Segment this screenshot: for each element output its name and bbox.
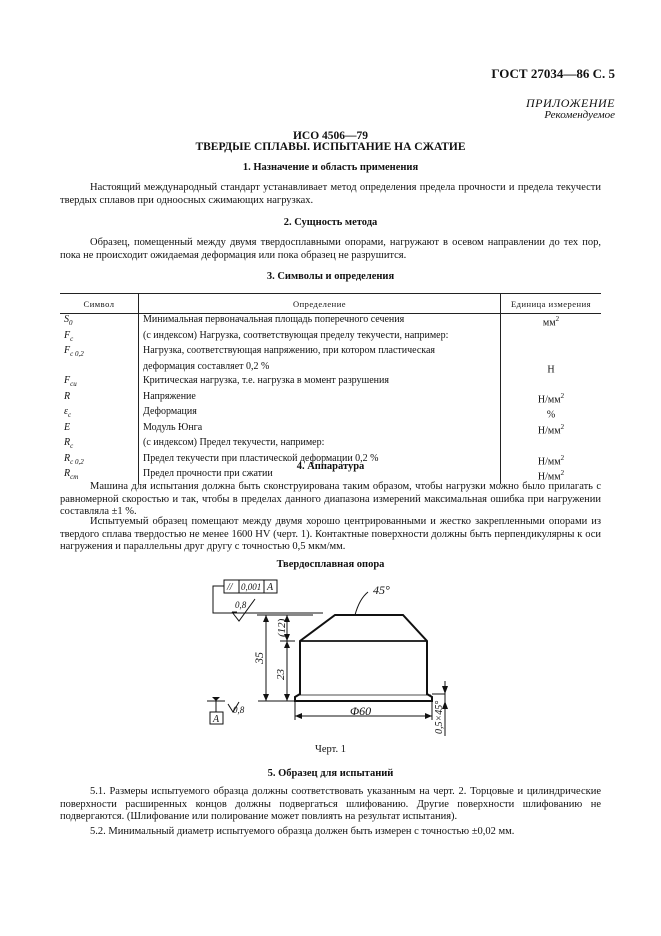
symbol-subscript: c: [70, 442, 74, 451]
section-5-paragraph-1: 5.1. Размеры испытуемого образца должны соответствовать указанным на черт. 2. Торцовые и цилиндрические поверхности расширенных концов должны подвергаться шлифованию. Другие поверхности шлифованию не подвергаются. (Шлифование или полирование может повлиять на результат испытания).: [60, 786, 601, 822]
symbols-table-body: [60, 314, 601, 484]
appendix-label: ПРИЛОЖЕНИЕ: [526, 96, 615, 110]
table-row: [60, 406, 601, 422]
section-2-title: 2. Сущность метода: [283, 217, 378, 228]
section-2-text: Образец, помещенный между двумя твердосплавными опорами, нагружают в осевом направлении до тех пор, пока не происходит ожидаемая деформация или пока образец не разрушится.: [60, 237, 601, 261]
unit-text: Н/мм: [537, 425, 561, 437]
unit-superscript: 2: [555, 315, 560, 323]
symbol-cell: [60, 391, 139, 407]
definition-cell: Критическая нагрузка, т.е. нагрузка в момент разрушения: [139, 375, 501, 391]
dim-35-label: 35: [252, 652, 266, 664]
definition-cell: Модуль Юнга: [139, 422, 501, 438]
symbol-cell: [60, 437, 139, 453]
symbol-cell: [60, 361, 139, 376]
angle-label: 45°: [373, 583, 390, 597]
dim-23-label: 23: [275, 669, 287, 680]
symbol-text: R: [64, 437, 71, 449]
symbol-subscript: 0: [69, 319, 73, 327]
unit-cell: [501, 391, 602, 407]
definition-cell: Нагрузка, соответствующая напряжению, при котором пластическая: [139, 345, 501, 361]
section-1-title: 1. Назначение и область применения: [242, 162, 419, 173]
definition-cell: Напряжение: [139, 391, 501, 407]
symbol-subscript: c: [67, 411, 72, 420]
symbol-subscript: cm: [70, 473, 79, 482]
unit-cell: [501, 345, 602, 361]
unit-cell: [501, 422, 602, 438]
unit-cell: [501, 375, 602, 391]
symbols-table: [60, 293, 601, 484]
unit-superscript: 2: [560, 469, 565, 478]
symbol-text: F: [64, 329, 71, 341]
symbol-text: R: [64, 468, 71, 480]
unit-superscript: 2: [560, 422, 565, 431]
tolerance-datum-ref: A: [267, 582, 274, 593]
header-definition: Определение: [139, 294, 501, 314]
table-header-row: [60, 294, 601, 314]
unit-cell: [501, 330, 602, 346]
unit-superscript: 2: [560, 453, 565, 462]
definition-cell: деформация составляет 0,2 %: [139, 361, 501, 376]
unit-text: Н: [547, 363, 555, 375]
symbol-cell: [60, 345, 139, 361]
datum-label: A: [213, 714, 220, 725]
unit-cell: [501, 437, 602, 453]
unit-text: Н/мм: [537, 394, 561, 406]
table-row: [60, 330, 601, 346]
section-4-paragraph-1: Машина для испытания должна быть сконструирована таким образом, чтобы нагрузки можно было прилагать с равномерной скоростью и так, чтобы в пределах данного диапазона измерений максимальная ошибка при нагружении составляла ±1 %.: [60, 481, 601, 517]
table-row: [60, 375, 601, 391]
symbol-subscript: cu: [70, 380, 77, 389]
section-5-title: 5. Образец для испытаний: [267, 768, 394, 779]
symbol-text: F: [64, 375, 71, 387]
angle-leader: [355, 592, 368, 615]
symbol-subscript: c 0,2: [70, 457, 84, 466]
roughness-top-value: 0,8: [235, 600, 247, 610]
figure-caption: Черт. 1: [315, 744, 346, 755]
table-row: [60, 391, 601, 407]
iso-number: ИСО 4506—79: [292, 130, 369, 142]
symbol-text: ε: [64, 406, 68, 418]
unit-text: %: [546, 409, 556, 421]
definition-cell: (с индексом) Нагрузка, соответствующая пределу текучести, например:: [139, 330, 501, 346]
tolerance-value: 0,001: [241, 582, 262, 592]
definition-cell: Минимальная первоначальная площадь поперечного сечения: [139, 314, 501, 330]
figure-title: Твердосплавная опора: [276, 559, 385, 570]
definition-cell: (с индексом) Предел текучести, например:: [139, 437, 501, 453]
definition-cell: Предел текучести при пластической деформации 0,2 %: [139, 453, 501, 469]
symbol-subscript: c: [70, 334, 74, 343]
header-unit: Единица измерения: [501, 294, 602, 314]
definition-cell: Деформация: [139, 406, 501, 422]
roughness-bottom-value: 0,8: [233, 705, 245, 715]
section-4-title: 4. Аппаратура: [296, 461, 365, 472]
carbide-support-drawing: [195, 576, 455, 742]
tolerance-symbol: //: [227, 582, 233, 593]
table-row: [60, 361, 601, 376]
definition-cell: Предел прочности при сжатии: [139, 468, 501, 484]
symbol-cell: [60, 406, 139, 422]
table-row: [60, 345, 601, 361]
table-row: [60, 422, 601, 438]
symbol-cell: [60, 422, 139, 438]
part-outline: [295, 615, 432, 701]
unit-text: Н/мм: [537, 471, 561, 483]
section-3-title: 3. Символы и определения: [266, 271, 395, 282]
symbol-subscript: c 0,2: [70, 350, 84, 358]
symbol-text: R: [64, 390, 71, 402]
symbol-cell: [60, 330, 139, 346]
unit-text: мм: [542, 317, 556, 329]
symbol-cell: [60, 375, 139, 391]
page-header: ГОСТ 27034—86 С. 5: [491, 66, 615, 81]
header-symbol: Символ: [60, 294, 139, 314]
unit-text: Н/мм: [537, 456, 561, 468]
dim-12-label: (12): [276, 618, 288, 637]
document-title: ТВЕРДЫЕ СПЛАВЫ. ИСПЫТАНИЕ НА СЖАТИЕ: [195, 141, 466, 153]
symbol-cell: [60, 314, 139, 330]
unit-cell: [501, 314, 602, 330]
section-5-paragraph-2: 5.2. Минимальный диаметр испытуемого образца должен быть измерен с точностью ±0,02 мм.: [90, 826, 515, 837]
symbol-text: E: [64, 421, 71, 433]
section-4-paragraph-2: Испытуемый образец помещают между двумя хорошо центрированными и жестко закрепленными опорами из твердого сплава твердостью не менее 1600 HV (черт. 1). Контактные поверхности должны быть перпендикулярны к оси нагружения и параллельны друг другу с точностью 0,5 мкм/мм.: [60, 516, 601, 552]
table-row: [60, 437, 601, 453]
symbol-text: S: [64, 314, 69, 325]
diameter-label: Φ60: [350, 704, 372, 718]
symbol-text: F: [64, 345, 71, 356]
table-row: [60, 314, 601, 330]
chamfer-label: 0,5×45°: [434, 700, 445, 734]
symbol-text: R: [64, 452, 71, 464]
appendix-status: Рекомендуемое: [544, 109, 615, 121]
unit-cell: [501, 361, 602, 376]
section-1-text: Настоящий международный стандарт устанавливает метод определения предела прочности и предела текучести твердых сплавов при одноосных сжимающих нагрузках.: [60, 182, 601, 206]
unit-superscript: 2: [560, 391, 565, 400]
unit-cell: [501, 406, 602, 422]
